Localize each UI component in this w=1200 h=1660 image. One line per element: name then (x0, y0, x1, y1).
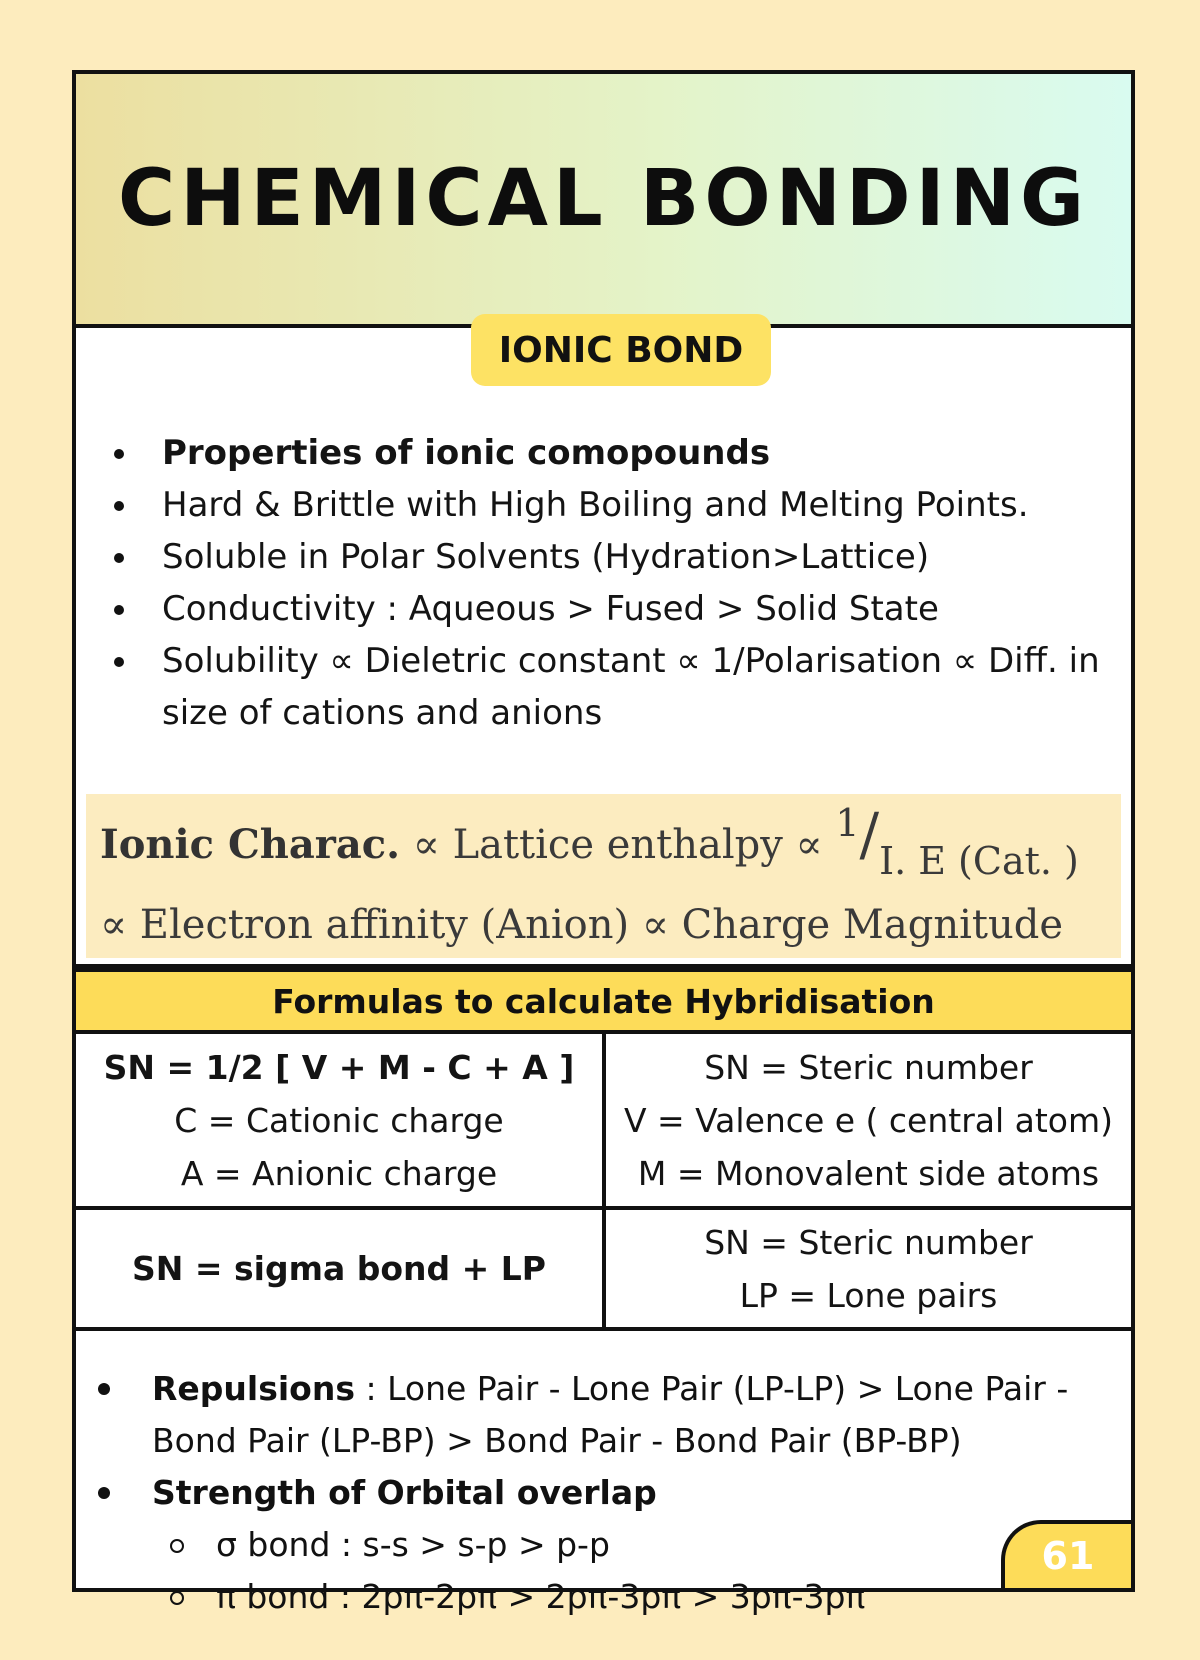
page-number: 61 (1041, 1534, 1095, 1578)
list-item (92, 1363, 1122, 1467)
sn-sigma-formula: SN = sigma bond + LP (132, 1249, 546, 1288)
list-item: Hard & Brittle with High Boiling and Melting Points. (106, 479, 1116, 531)
sigma-bond-order: σ bond : s-s > s-p > p-p (152, 1519, 1122, 1571)
formula-label: Ionic Charac. (100, 821, 401, 868)
fraction-numerator: 1 (835, 801, 860, 845)
hyb-formula-cell (76, 1034, 606, 1206)
monovalent-def: M = Monovalent side atoms (637, 1153, 1100, 1193)
fraction-slash: / (859, 800, 880, 868)
formula-lattice: ∝ Lattice enthalpy ∝ (400, 822, 836, 868)
hybridisation-header: Formulas to calculate Hybridisation (76, 972, 1131, 1034)
page-number-tab (1001, 1520, 1131, 1588)
bonding-card (72, 70, 1135, 1616)
ionic-bond-badge: IONIC BOND (471, 314, 771, 386)
title-banner (76, 74, 1131, 328)
ionic-bond-section (76, 332, 1131, 962)
hyb-legend-cell-2 (606, 1210, 1131, 1327)
page-title: CHEMICAL BONDING (117, 154, 1090, 244)
overlap-label: Strength of Orbital overlap (152, 1473, 657, 1512)
repulsion-section (76, 1331, 1131, 1616)
ionic-character-formula (86, 794, 1121, 958)
list-item: Properties of ionic comopounds (106, 427, 1116, 479)
formula-line-1 (100, 798, 1111, 885)
repulsion-list (92, 1363, 1122, 1623)
anion-def: A = Anionic charge (180, 1153, 498, 1193)
repulsions-label: Repulsions (152, 1369, 355, 1408)
list-item: Conductivity : Aqueous > Fused > Solid State (106, 583, 1116, 635)
sn-def: SN = Steric number (704, 1047, 1033, 1087)
list-item (92, 1467, 1122, 1623)
list-item: Solubility ∝ Dieletric constant ∝ 1/Polarisation ∝ Diff. in size of cations and anions (106, 635, 1116, 739)
valence-def: V = Valence e ( central atom) (623, 1100, 1114, 1140)
repulsions-text: : Lone Pair - Lone Pair (LP-LP) > Lone Pair - Bond Pair (LP-BP) > Bond Pair - Bond Pair (BP-BP) (152, 1369, 1069, 1460)
ionic-properties-list (106, 427, 1116, 739)
overlap-sublist (152, 1519, 1122, 1623)
cation-def: C = Cationic charge (174, 1100, 504, 1140)
formula-line-2: ∝ Electron affinity (Anion) ∝ Charge Magnitude (100, 902, 1064, 948)
section-divider (76, 964, 1131, 972)
hyb-formula-cell-2 (76, 1210, 606, 1327)
sn-def-2: SN = Steric number (704, 1222, 1033, 1262)
hybridisation-row-2 (76, 1210, 1131, 1331)
lp-def: LP = Lone pairs (739, 1275, 998, 1315)
list-item: Soluble in Polar Solvents (Hydration>Lattice) (106, 531, 1116, 583)
fraction (835, 798, 1079, 885)
fraction-denominator: I. E (Cat. ) (879, 839, 1079, 883)
sn-formula: SN = 1/2 [ V + M - C + A ] (103, 1047, 575, 1087)
hyb-legend-cell (606, 1034, 1131, 1206)
hybridisation-row-1 (76, 1034, 1131, 1210)
pi-bond-order: π bond : 2pπ-2pπ > 2pπ-3pπ > 3pπ-3pπ (152, 1571, 1122, 1623)
